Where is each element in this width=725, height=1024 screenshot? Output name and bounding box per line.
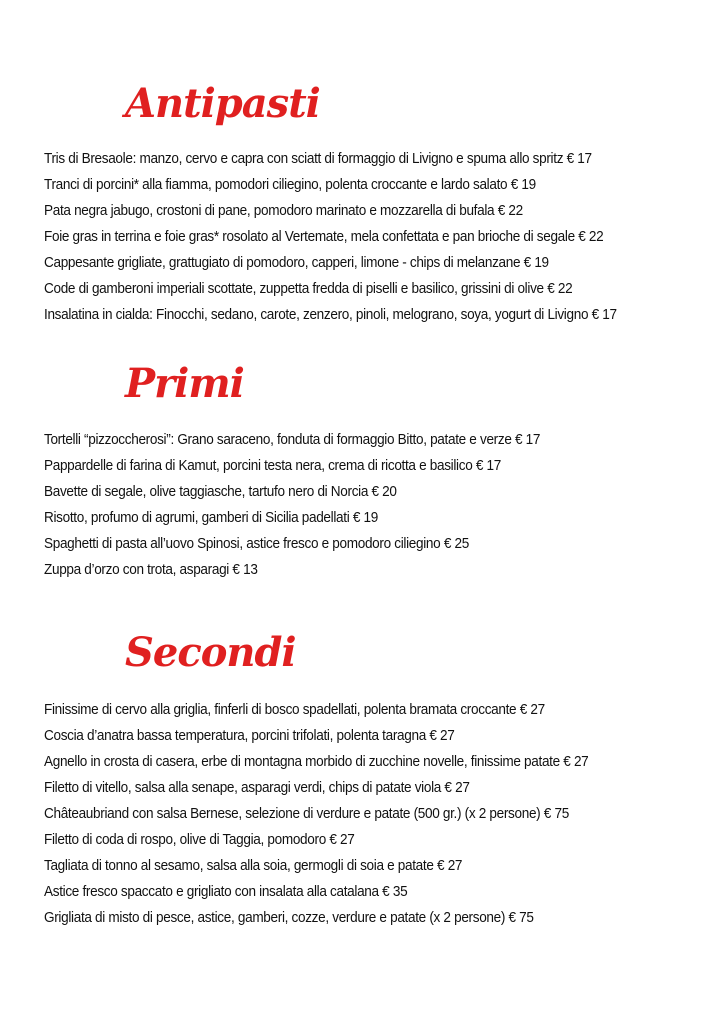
menu-item: Foie gras in terrina e foie gras* rosolato al Vertemate, mela confettata e pan brioche di segale € 22 [44, 229, 604, 245]
menu-item: Filetto di vitello, salsa alla senape, asparagi verdi, chips di patate viola € 27 [44, 780, 470, 796]
secondi-list [44, 697, 714, 931]
menu-item: Tortelli “pizzoccherosi”: Grano saraceno, fonduta di formaggio Bitto, patate e verze € 17 [44, 432, 541, 448]
menu-item: Insalatina in cialda: Finocchi, sedano, carote, zenzero, pinoli, melograno, soya, yogurt di Livigno € 17 [44, 307, 617, 323]
menu-item: Agnello in crosta di casera, erbe di montagna morbido di zucchine novelle, finissime patate € 27 [44, 754, 589, 770]
menu-item: Pata negra jabugo, crostoni di pane, pomodoro marinato e mozzarella di bufala € 22 [44, 203, 523, 219]
section-title-antipasti: Antipasti [125, 80, 320, 127]
menu-item: Bavette di segale, olive taggiasche, tartufo nero di Norcia € 20 [44, 484, 397, 500]
primi-list [44, 427, 714, 583]
section-title-secondi: Secondi [125, 629, 296, 676]
menu-item: Châteaubriand con salsa Bernese, selezione di verdure e patate (500 gr.) (x 2 persone) € 75 [44, 806, 569, 822]
menu-item: Grigliata di misto di pesce, astice, gamberi, cozze, verdure e patate (x 2 persone) € 75 [44, 910, 534, 926]
menu-item: Pappardelle di farina di Kamut, porcini testa nera, crema di ricotta e basilico € 17 [44, 458, 501, 474]
menu-item: Zuppa d’orzo con trota, asparagi € 13 [44, 562, 258, 578]
section-title-primi: Primi [125, 360, 244, 407]
menu-item: Risotto, profumo di agrumi, gamberi di Sicilia padellati € 19 [44, 510, 378, 526]
antipasti-list [44, 146, 714, 328]
menu-item: Filetto di coda di rospo, olive di Taggia, pomodoro € 27 [44, 832, 355, 848]
menu-item: Spaghetti di pasta all’uovo Spinosi, astice fresco e pomodoro ciliegino € 25 [44, 536, 469, 552]
menu-item: Cappesante grigliate, grattugiato di pomodoro, capperi, limone - chips di melanzane € 19 [44, 255, 549, 271]
menu-item: Tris di Bresaole: manzo, cervo e capra con sciatt di formaggio di Livigno e spuma allo spritz € 17 [44, 151, 592, 167]
menu-item: Coscia d’anatra bassa temperatura, porcini trifolati, polenta taragna € 27 [44, 728, 455, 744]
menu-item: Finissime di cervo alla griglia, finferli di bosco spadellati, polenta bramata croccante € 27 [44, 702, 545, 718]
menu-item: Astice fresco spaccato e grigliato con insalata alla catalana € 35 [44, 884, 408, 900]
menu-item: Tagliata di tonno al sesamo, salsa alla soia, germogli di soia e patate € 27 [44, 858, 463, 874]
menu-item: Tranci di porcini* alla fiamma, pomodori ciliegino, polenta croccante e lardo salato € 19 [44, 177, 536, 193]
menu-item: Code di gamberoni imperiali scottate, zuppetta fredda di piselli e basilico, grissini di olive € 22 [44, 281, 573, 297]
